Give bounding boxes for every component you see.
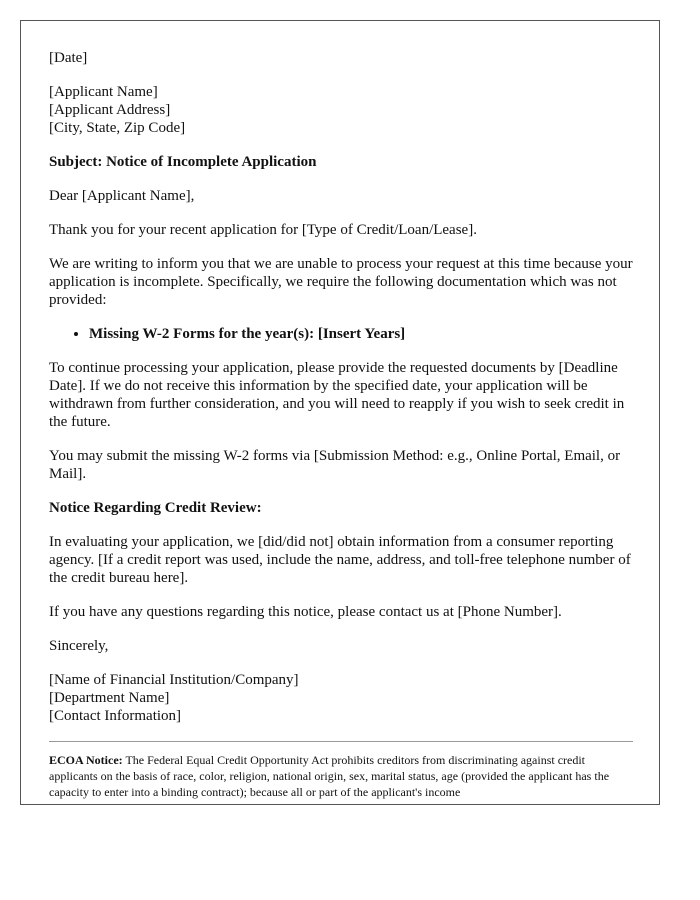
credit-review-heading: Notice Regarding Credit Review: [49, 500, 262, 516]
ecoa-label: ECOA Notice: [49, 753, 123, 767]
paragraph-credit-review: In evaluating your application, we [did/did not] obtain information from a consumer reporting agency. [If a credit report was used, include the name, address, and toll-free telephone number of the credit bureau here]. [49, 534, 631, 586]
letter-page [20, 20, 660, 805]
salutation: Dear [Applicant Name], [49, 188, 195, 204]
signature-contact: [Contact Information] [49, 708, 182, 724]
list-item: • Missing W-2 Forms for the year(s): [Insert Years] [89, 325, 633, 343]
recipient-name: [Applicant Name] [49, 84, 158, 100]
letter-date: [Date] [49, 50, 88, 66]
ecoa-text: The Federal Equal Credit Opportunity Act prohibits creditors from discriminating against credit applicants on the basis of race, color, religion, national origin, sex, marital status, age (provided the applicant has the capacity to enter into a binding contract); because all or part of the applicant's income [49, 753, 610, 799]
signature-block [49, 671, 633, 725]
paragraph-questions: If you have any questions regarding this notice, please contact us at [Phone Number]. [49, 604, 562, 620]
paragraph-inform: We are writing to inform you that we are unable to process your request at this time because your application is incomplete. Specifically, we require the following documentation which was not provided: [49, 256, 633, 308]
divider [49, 741, 633, 742]
missing-documents-list [49, 325, 633, 343]
recipient-city-state-zip: [City, State, Zip Code] [49, 120, 186, 136]
recipient-block [49, 83, 633, 137]
paragraph-submit: You may submit the missing W-2 forms via [Submission Method: e.g., Online Portal, Email, or Mail]. [49, 448, 621, 482]
letter-subject: Subject: Notice of Incomplete Application [49, 154, 317, 170]
paragraph-thanks: Thank you for your recent application for [Type of Credit/Loan/Lease]. [49, 222, 477, 238]
recipient-address: [Applicant Address] [49, 102, 171, 118]
signature-department: [Department Name] [49, 690, 170, 706]
ecoa-notice [49, 752, 633, 800]
paragraph-deadline: To continue processing your application, please provide the requested documents by [Deadline Date]. If we do not receive this information by the specified date, your application will be withdrawn from further consideration, and you will need to reapply if you wish to seek credit in the future. [49, 360, 625, 430]
closing: Sincerely, [49, 638, 109, 654]
signature-institution: [Name of Financial Institution/Company] [49, 672, 299, 688]
letter-body [49, 49, 633, 800]
